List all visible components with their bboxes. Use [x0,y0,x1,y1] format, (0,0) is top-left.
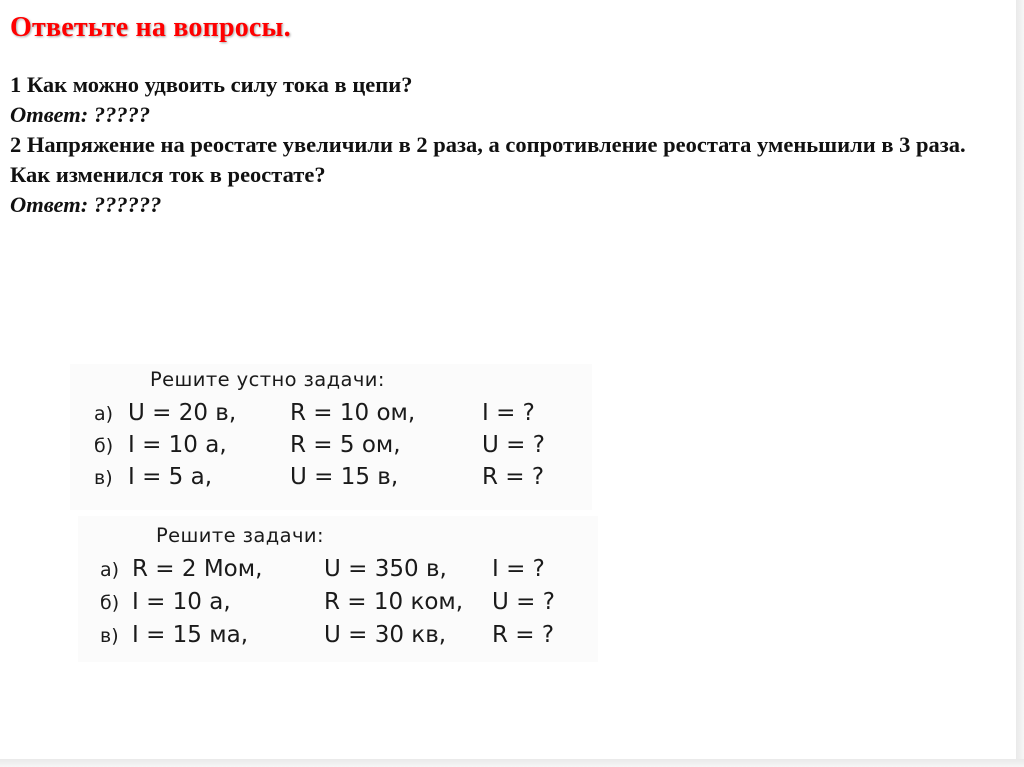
task-unknown: R = ? [482,464,545,490]
task-given-2: R = 5 ом, [290,432,401,458]
written-tasks-heading: Решите задачи: [156,524,324,547]
task-given-1: I = 10 а, [128,432,227,458]
task-given-1: I = 15 ма, [132,622,249,648]
task-given-2: U = 30 кв, [324,622,447,648]
task-letter: в) [94,467,113,489]
task-unknown: U = ? [492,589,555,615]
task-letter: б) [100,592,120,614]
question-2: 2 Напряжение на реостате увеличили в 2 раза, а сопротивление реостата уменьшили в 3 раза. Как изменился ток в реостате? [10,132,966,187]
task-given-2: U = 15 в, [290,464,399,490]
slide-shadow-right [1016,0,1024,767]
task-letter: а) [100,559,120,581]
task-letter: б) [94,435,114,457]
answer-1: Ответ: ????? [10,102,151,127]
task-given-1: U = 20 в, [128,400,237,426]
question-1: 1 Как можно удвоить силу тока в цепи? [10,72,413,97]
slide-shadow-bottom [0,759,1024,767]
task-given-1: R = 2 Мом, [132,556,263,582]
task-given-1: I = 5 а, [128,464,213,490]
task-given-2: R = 10 ом, [290,400,416,426]
written-tasks-clipping [78,516,598,662]
oral-task-row [70,400,592,432]
task-given-2: R = 10 ком, [324,589,464,615]
oral-task-row [70,432,592,464]
task-letter: а) [94,403,114,425]
task-unknown: I = ? [482,400,535,426]
written-task-row [78,622,598,654]
task-given-2: U = 350 в, [324,556,447,582]
questions-block [10,70,1000,220]
task-unknown: U = ? [482,432,545,458]
slide-title: Ответьте на вопросы. [10,12,291,43]
oral-tasks-heading: Решите устно задачи: [150,368,385,391]
task-letter: в) [100,625,119,647]
answer-2: Ответ: ?????? [10,192,162,217]
written-task-row [78,589,598,621]
task-unknown: I = ? [492,556,545,582]
written-task-row [78,556,598,588]
task-given-1: I = 10 а, [132,589,231,615]
oral-task-row [70,464,592,496]
task-unknown: R = ? [492,622,555,648]
oral-tasks-clipping [70,364,592,510]
